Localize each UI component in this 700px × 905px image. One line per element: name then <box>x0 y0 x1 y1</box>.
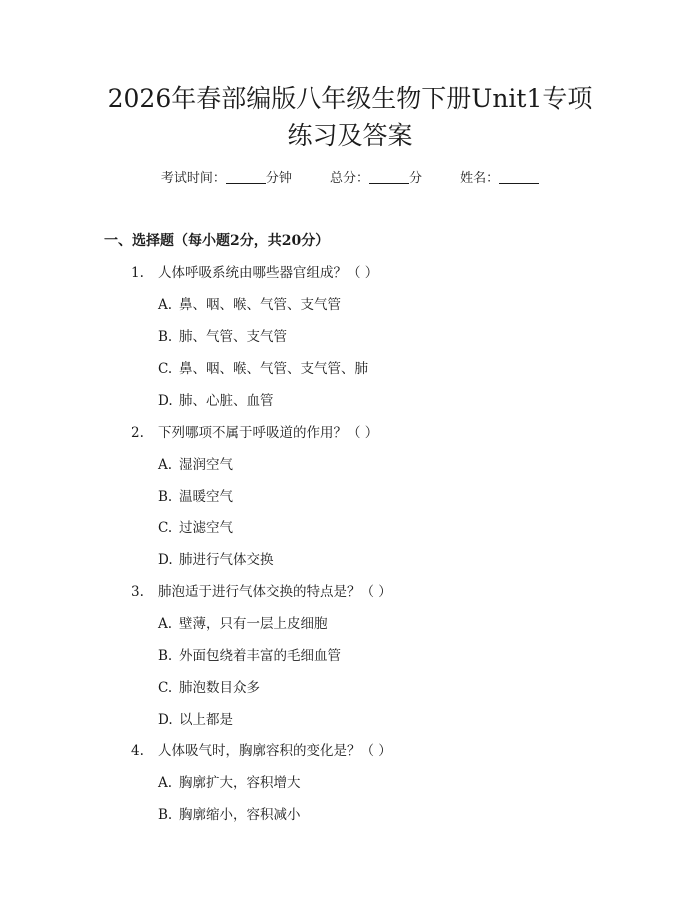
exam-time-unit: 分钟 <box>265 171 292 186</box>
option-1a <box>158 293 341 313</box>
question-1 <box>131 261 378 281</box>
exam-time-blank <box>226 182 266 184</box>
option-2a <box>158 453 233 473</box>
option-letter: D. <box>158 552 173 568</box>
total-score-blank <box>369 182 409 184</box>
student-name-blank <box>499 182 539 184</box>
option-text: 温暖空气 <box>179 489 233 505</box>
option-letter: B. <box>158 807 173 823</box>
option-letter: C. <box>158 361 173 377</box>
question-number: 3. <box>131 584 144 600</box>
question-text: 人体吸气时，胸廓容积的变化是？（ ） <box>158 743 392 759</box>
option-text: 过滤空气 <box>179 520 233 536</box>
total-score-unit: 分 <box>409 171 423 186</box>
option-letter: C. <box>158 520 173 536</box>
total-score-label: 总分： <box>329 171 369 186</box>
option-1d <box>158 389 274 409</box>
option-text: 肺泡数目众多 <box>179 680 260 696</box>
question-number: 2. <box>131 425 144 441</box>
question-text: 下列哪项不属于呼吸道的作用？（ ） <box>158 425 379 441</box>
title-line-2: 练习及答案 <box>287 121 413 150</box>
student-name-label: 姓名： <box>460 171 500 186</box>
question-number: 1. <box>131 265 144 281</box>
option-text: 以上都是 <box>179 712 233 728</box>
student-name-field <box>460 167 539 186</box>
option-2d <box>158 548 274 568</box>
option-letter: B. <box>158 329 173 345</box>
option-4b <box>158 803 301 823</box>
option-letter: C. <box>158 680 173 696</box>
option-3d <box>158 708 233 728</box>
option-text: 肺进行气体交换 <box>179 552 274 568</box>
option-letter: B. <box>158 648 173 664</box>
question-text: 肺泡适于进行气体交换的特点是？（ ） <box>158 584 392 600</box>
option-text: 外面包绕着丰富的毛细血管 <box>179 648 341 664</box>
option-2b <box>158 485 233 505</box>
option-letter: B. <box>158 489 173 505</box>
total-score-field <box>330 167 422 186</box>
document-title <box>60 80 640 154</box>
option-text: 鼻、咽、喉、气管、支气管 <box>179 297 341 313</box>
option-4a <box>158 771 301 791</box>
option-2c <box>158 516 233 536</box>
exam-info-line <box>0 167 700 186</box>
option-1b <box>158 325 287 345</box>
section-heading: 一、选择题（每小题2分，共20分） <box>104 233 330 249</box>
option-letter: A. <box>158 775 173 791</box>
option-letter: A. <box>158 457 173 473</box>
option-text: 胸廓扩大，容积增大 <box>179 775 301 791</box>
exam-time-label: 考试时间： <box>160 171 226 186</box>
option-text: 鼻、咽、喉、气管、支气管、肺 <box>179 361 368 377</box>
question-4 <box>131 739 392 759</box>
option-3b <box>158 644 341 664</box>
option-1c <box>158 357 368 377</box>
option-letter: A. <box>158 297 173 313</box>
option-text: 湿润空气 <box>179 457 233 473</box>
option-text: 肺、心脏、血管 <box>179 393 274 409</box>
question-3 <box>131 580 392 600</box>
exam-time-field <box>161 167 292 186</box>
title-line-1: 2026年春部编版八年级生物下册Unit1专项 <box>107 84 593 113</box>
question-2 <box>131 421 378 441</box>
option-3a <box>158 612 328 632</box>
question-number: 4. <box>131 743 144 759</box>
option-letter: A. <box>158 616 173 632</box>
option-letter: D. <box>158 393 173 409</box>
option-letter: D. <box>158 712 173 728</box>
option-text: 肺、气管、支气管 <box>179 329 287 345</box>
option-3c <box>158 676 260 696</box>
question-text: 人体呼吸系统由哪些器官组成？（ ） <box>158 265 379 281</box>
option-text: 壁薄，只有一层上皮细胞 <box>179 616 328 632</box>
option-text: 胸廓缩小，容积减小 <box>179 807 301 823</box>
